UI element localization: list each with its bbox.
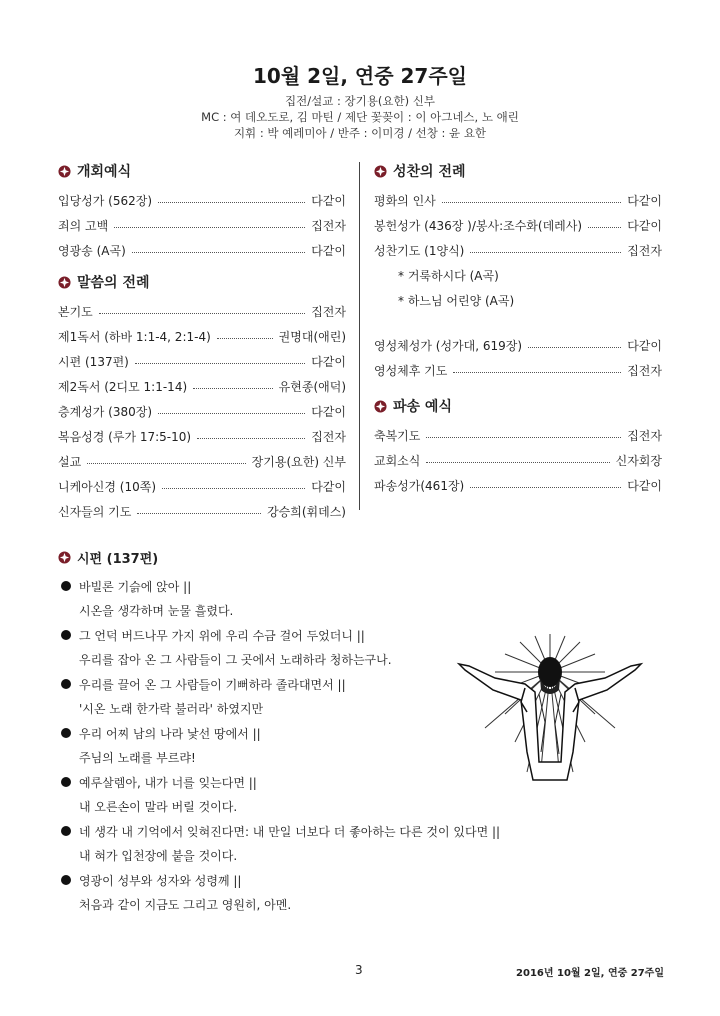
- bullet-icon: [61, 777, 71, 787]
- row-value: 다같이: [627, 479, 662, 493]
- row-value: 집전자: [627, 364, 662, 378]
- leader-dots: [137, 513, 261, 514]
- row-label: 니케아신경 (10쪽): [58, 480, 156, 494]
- order-row: [58, 449, 346, 474]
- row-value: 유현종(애덕): [278, 380, 346, 394]
- sub-item: * 거룩하시다 (A곡): [398, 269, 499, 283]
- section-title: 말씀의 전례: [77, 275, 150, 291]
- order-row: [58, 424, 346, 449]
- leader-dots: [426, 437, 621, 438]
- row-value: 다같이: [311, 194, 346, 208]
- leader-dots: [158, 202, 305, 203]
- row-label: 제2독서 (2디모 1:1-14): [58, 380, 188, 394]
- footer-date: 2016년 10월 2일, 연중 27주일: [516, 968, 664, 979]
- column-divider: [359, 162, 360, 510]
- right-column: [374, 160, 662, 498]
- row-value: 다같이: [627, 339, 662, 353]
- row-label: 입당성가 (562장): [58, 194, 153, 208]
- leader-dots: [426, 462, 609, 463]
- row-value: 집전자: [311, 430, 346, 444]
- verse-text: 그 언덕 버드나무 가지 위에 우리 수금 걸어 두었더니 ||: [79, 628, 365, 643]
- verse-text: 영광이 성부와 성자와 성령께 ||: [79, 873, 242, 888]
- section-title: 성찬의 전례: [393, 164, 466, 180]
- cross-icon: [374, 165, 387, 178]
- leader-dots: [528, 347, 621, 348]
- row-value: 신자회장: [615, 454, 662, 468]
- verse-response: 내 혀가 입천장에 붙을 것이다.: [79, 849, 238, 864]
- row-label: 영성체후 기도: [374, 364, 448, 378]
- leader-dots: [217, 338, 273, 339]
- row-value: 강승희(휘데스): [267, 505, 346, 519]
- row-value: 다같이: [311, 480, 346, 494]
- row-label: 성찬기도 (1양식): [374, 244, 465, 258]
- verse-text: 바빌론 기슭에 앉아 ||: [79, 579, 192, 594]
- order-row: [58, 374, 346, 399]
- leader-dots: [99, 313, 305, 314]
- order-row: [374, 448, 662, 473]
- bullet-icon: [61, 728, 71, 738]
- order-row: [58, 399, 346, 424]
- order-row: [58, 213, 346, 238]
- left-column: [58, 160, 346, 524]
- order-row: [374, 473, 662, 498]
- verse-response: 시온을 생각하며 눈물 흘렸다.: [79, 604, 234, 619]
- section-heading: [58, 546, 658, 568]
- verse-response: 처음과 같이 지금도 그리고 영원히, 아멘.: [79, 898, 292, 913]
- order-row: [374, 358, 662, 383]
- order-row: [58, 324, 346, 349]
- bullet-icon: [61, 581, 71, 591]
- credits: [0, 93, 720, 141]
- credit-line: 지휘 : 박 예레미아 / 반주 : 이미경 / 선창 : 윤 요한: [233, 126, 487, 140]
- cross-icon: [58, 276, 71, 289]
- leader-dots: [193, 388, 273, 389]
- row-label: 본기도: [58, 305, 93, 319]
- bullet-icon: [61, 826, 71, 836]
- row-value: 다같이: [311, 355, 346, 369]
- order-row: [374, 423, 662, 448]
- section-heading: [58, 160, 346, 182]
- order-row: [58, 188, 346, 213]
- bullet-icon: [61, 679, 71, 689]
- order-row: [58, 299, 346, 324]
- section-heading: [374, 395, 662, 417]
- leader-dots: [470, 487, 621, 488]
- row-label: 신자들의 기도: [58, 505, 132, 519]
- leader-dots: [453, 372, 621, 373]
- section-title: 파송 예식: [393, 399, 452, 415]
- section-heading: [374, 160, 662, 182]
- row-label: 축복기도: [374, 429, 421, 443]
- verse-text: 예루살렘아, 내가 너를 잊는다면 ||: [79, 775, 257, 790]
- row-value: 다같이: [627, 194, 662, 208]
- leader-dots: [197, 438, 305, 439]
- page-number: 3: [355, 963, 363, 977]
- row-label: 교회소식: [374, 454, 421, 468]
- leader-dots: [162, 488, 305, 489]
- row-label: 봉헌성가 (436장 )/봉사:조수화(데레사): [374, 219, 583, 233]
- row-label: 복음성경 (루가 17:5-10): [58, 430, 192, 444]
- order-row: [374, 213, 662, 238]
- order-row: [374, 238, 662, 263]
- row-value: 집전자: [311, 219, 346, 233]
- leader-dots: [470, 252, 621, 253]
- leader-dots: [114, 227, 305, 228]
- cross-icon: [374, 400, 387, 413]
- order-row: [58, 474, 346, 499]
- sub-item: * 하느님 어린양 (A곡): [398, 294, 515, 308]
- verse-text: 우리 어찌 남의 나라 낯선 땅에서 ||: [79, 726, 261, 741]
- verse-response: 내 오른손이 말라 버릴 것이다.: [79, 800, 238, 815]
- order-row: [58, 238, 346, 263]
- bullet-icon: [61, 630, 71, 640]
- row-value: 다같이: [627, 219, 662, 233]
- row-label: 죄의 고백: [58, 219, 109, 233]
- row-value: 다같이: [311, 405, 346, 419]
- verse-line: [58, 868, 658, 893]
- verse-line: [58, 574, 658, 599]
- row-label: 평화의 인사: [374, 194, 436, 208]
- verse-text: 우리를 끌어 온 그 사람들이 기뻐하라 졸라대면서 ||: [79, 677, 346, 692]
- leader-dots: [87, 463, 245, 464]
- leader-dots: [588, 227, 621, 228]
- row-label: 층계성가 (380장): [58, 405, 153, 419]
- order-row: [374, 188, 662, 213]
- verse-line: [58, 819, 658, 844]
- bullet-icon: [61, 875, 71, 885]
- verse-response: 우리를 잡아 온 그 사람들이 그 곳에서 노래하라 청하는구나.: [79, 653, 392, 668]
- section-heading: [58, 271, 346, 293]
- row-label: 제1독서 (하바 1:1-4, 2:1-4): [58, 330, 211, 344]
- verse-response: '시온 노래 한가락 불러라' 하였지만: [79, 702, 264, 717]
- order-row: [58, 499, 346, 524]
- cross-icon: [58, 551, 71, 564]
- leader-dots: [132, 252, 305, 253]
- row-label: 시편 (137편): [58, 355, 129, 369]
- leader-dots: [442, 202, 621, 203]
- leader-dots: [135, 363, 305, 364]
- risen-christ-illustration: [455, 632, 645, 782]
- row-value: 집전자: [627, 429, 662, 443]
- credit-line: MC : 여 데오도로, 김 마틴 / 제단 꽃꽂이 : 이 아그네스, 노 애린: [201, 110, 519, 124]
- cross-icon: [58, 165, 71, 178]
- leader-dots: [158, 413, 305, 414]
- order-row: [374, 333, 662, 358]
- row-label: 파송성가(461장): [374, 479, 465, 493]
- row-value: 장기용(요한) 신부: [251, 455, 346, 469]
- verse-text: 네 생각 내 기억에서 잊혀진다면: 내 만일 너보다 더 좋아하는 다른 것이 있다면 ||: [79, 824, 501, 839]
- row-value: 다같이: [311, 244, 346, 258]
- row-value: 집전자: [311, 305, 346, 319]
- row-label: 영광송 (A곡): [58, 244, 126, 258]
- row-value: 집전자: [627, 244, 662, 258]
- verse-response: 주님의 노래를 부르랴!: [79, 751, 196, 766]
- section-title: 시편 (137편): [77, 551, 159, 567]
- row-label: 설교: [58, 455, 82, 469]
- page-title: 10월 2일, 연중 27주일: [253, 64, 467, 88]
- row-value: 권명대(애린): [278, 330, 346, 344]
- credit-line: 집전/설교 : 장기용(요한) 신부: [285, 94, 435, 108]
- section-title: 개회예식: [77, 164, 132, 180]
- row-label: 영성체성가 (성가대, 619장): [374, 339, 523, 353]
- order-row: [58, 349, 346, 374]
